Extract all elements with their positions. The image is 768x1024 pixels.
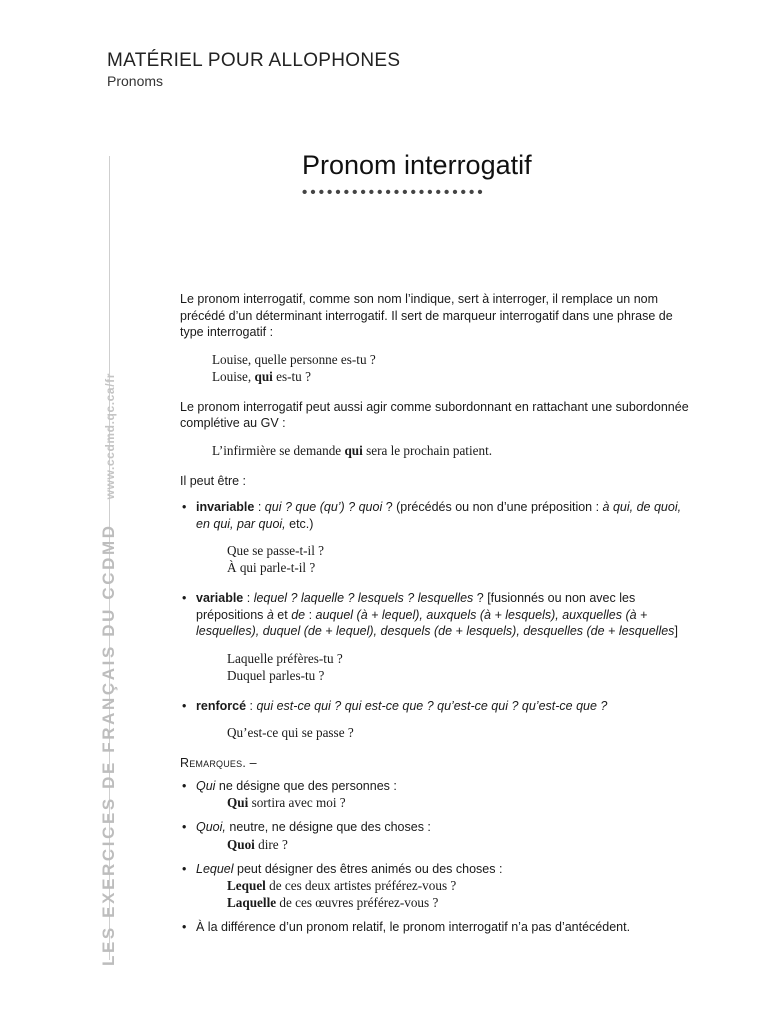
main-content <box>180 291 694 936</box>
remark-lequel: • Lequel peut désigner des êtres animés ou des choses : <box>182 861 503 876</box>
bullet-dot: • <box>182 778 187 793</box>
peut-etre-label: Il peut être : <box>180 473 247 488</box>
page-header <box>107 50 400 90</box>
bullet-variable: • variable : lequel ? laquelle ? lesquels ? lesquelles ? [fusionnés ou non avec les prépositions à et de : auquel (à + lequel), auxquels (à + lesquels), auxquelles (à + lesquelles), duquel (de + lequel), desquels (de + lesquels), desquelles (de + lesquelles] <box>182 591 678 638</box>
example-line: Qu’est-ce qui se passe ? <box>227 725 354 740</box>
remark-quoi-example <box>180 836 694 853</box>
header-title: MATÉRIEL POUR ALLOPHONES <box>107 50 401 71</box>
site-url: www.ccdmd.qc.ca/fr <box>103 373 117 500</box>
subordonnant-paragraph: Le pronom interrogatif peut aussi agir comme subordonnant en rattachant une subordonnée complétive au GV : <box>180 399 689 430</box>
subordonnant-example <box>180 442 694 459</box>
invariable-examples <box>180 542 694 576</box>
example-line: Louise, qui es-tu ? <box>212 368 311 384</box>
bullet-dot: • <box>182 820 187 834</box>
series-name: LES EXERCICES DE FRANÇAIS DU CCDMD <box>99 523 118 966</box>
example-line: Qui sortira avec moi ? <box>227 795 346 810</box>
page-title: Pronom interrogatif <box>302 150 532 180</box>
bullet-dot: • <box>182 861 187 876</box>
title-block <box>302 148 532 201</box>
example-line: Laquelle de ces œuvres préférez-vous ? <box>227 895 439 910</box>
example-line: Laquelle préfères-tu ? <box>227 650 343 666</box>
side-banner <box>99 373 119 966</box>
example-line: L’infirmière se demande qui sera le prochain patient. <box>212 442 493 458</box>
title-dotted-rule: •••••••••••••••••••••• <box>302 184 486 201</box>
bullet-dot: • <box>182 698 187 713</box>
remark-qui: • Qui ne désigne que des personnes : <box>182 778 397 793</box>
example-line: Louise, quelle personne es-tu ? <box>212 351 376 367</box>
renforce-example <box>180 724 694 741</box>
remark-lequel-examples <box>180 877 694 911</box>
remark-quoi: • Quoi, neutre, ne désigne que des choses : <box>182 820 431 834</box>
example-line: Quoi dire ? <box>227 836 288 852</box>
bullet-renforce: • renforcé : qui est-ce qui ? qui est-ce que ? qu’est-ce qui ? qu’est-ce que ? <box>182 698 608 713</box>
remark-qui-example <box>180 794 694 811</box>
example-line: Que se passe-t-il ? <box>227 543 325 558</box>
remark-antecedent: • À la différence d’un pronom relatif, le pronom interrogatif n’a pas d’antécédent. <box>182 920 631 934</box>
bullet-dot: • <box>182 920 187 934</box>
remarques-heading: Remarques. – <box>180 756 257 770</box>
example-line: Lequel de ces deux artistes préférez-vous ? <box>227 878 457 893</box>
example-line: Duquel parles-tu ? <box>227 667 325 683</box>
bullet-dot: • <box>182 500 187 514</box>
bullet-invariable: • invariable : qui ? que (qu’) ? quoi ? (précédés ou non d’une préposition : à qui, de quoi, en qui, par quoi, etc.) <box>182 500 682 531</box>
variable-examples <box>180 650 694 684</box>
bullet-dot: • <box>182 591 187 605</box>
intro-examples <box>180 351 694 385</box>
intro-paragraph: Le pronom interrogatif, comme son nom l’indique, sert à interroger, il remplace un nom précédé d’un déterminant interrogatif. Il sert de marqueur interrogatif dans une phrase de type interrogatif : <box>180 292 673 339</box>
example-line: À qui parle-t-il ? <box>227 560 316 575</box>
header-subtitle: Pronoms <box>107 73 164 89</box>
